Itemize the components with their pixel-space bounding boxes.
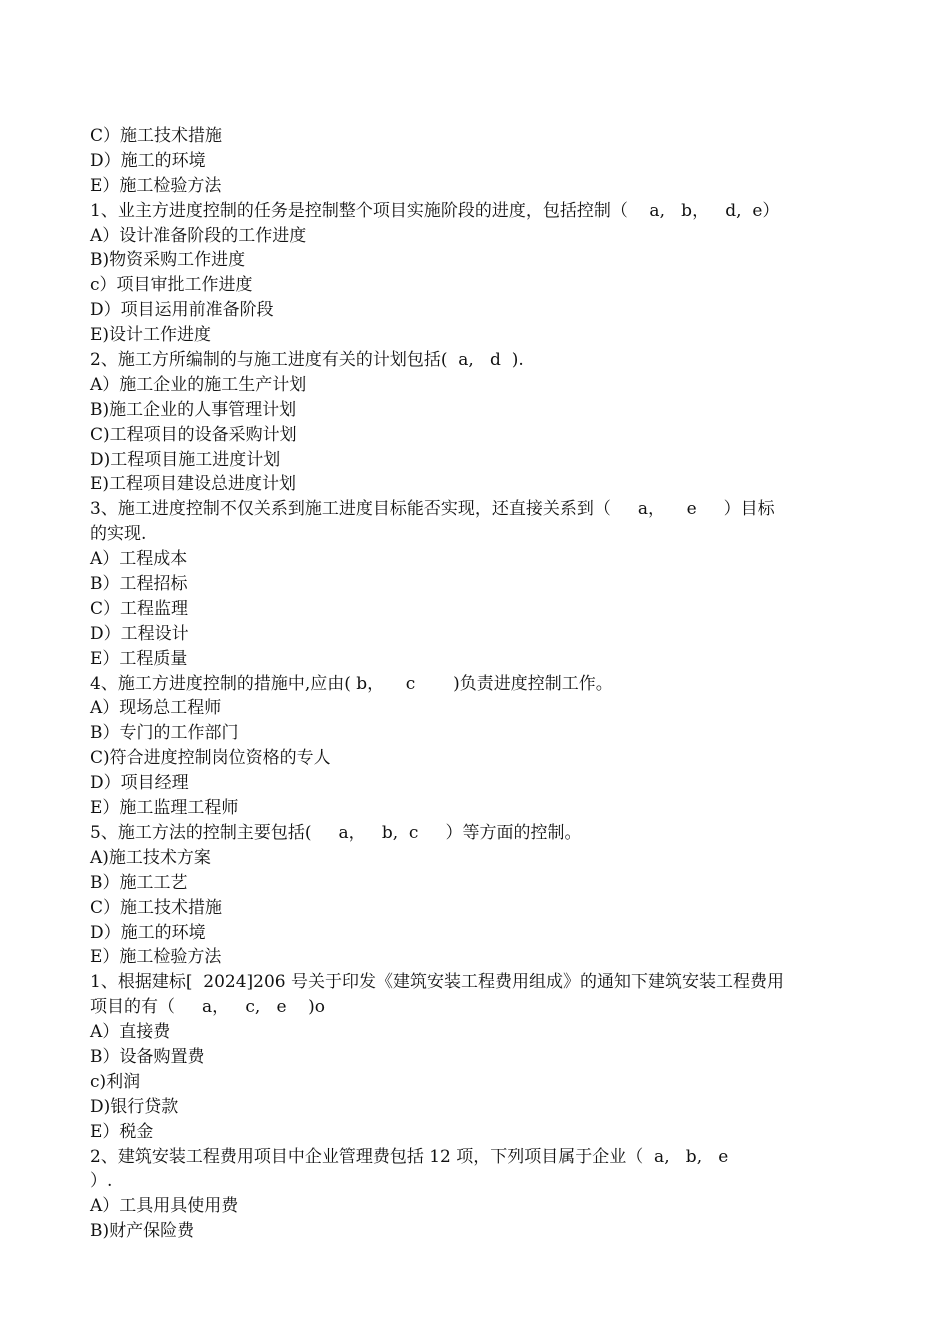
option-line: E）施工监理工程师 bbox=[90, 798, 239, 819]
option-line: B）施工工艺 bbox=[90, 872, 188, 893]
option-line: E）工程质量 bbox=[90, 648, 188, 669]
option-line: A）施工企业的施工生产计划 bbox=[90, 374, 307, 395]
option-line: B）工程招标 bbox=[90, 574, 188, 595]
option-line: C）工程监理 bbox=[90, 598, 189, 619]
option-line: D）工程设计 bbox=[90, 623, 189, 644]
option-line: B)物资采购工作进度 bbox=[90, 250, 246, 271]
option-line: B）专门的工作部门 bbox=[90, 723, 239, 744]
option-line: A）工具用具使用费 bbox=[90, 1196, 239, 1217]
option-line: B)财产保险费 bbox=[90, 1221, 195, 1242]
option-line: A）设计准备阶段的工作进度 bbox=[90, 225, 307, 246]
option-line: E)工程项目建设总进度计划 bbox=[90, 474, 297, 495]
question-line: 2、施工方所编制的与施工进度有关的计划包括( a, d ). bbox=[90, 350, 524, 371]
option-line: D)工程项目施工进度计划 bbox=[90, 449, 281, 470]
option-line: A）现场总工程师 bbox=[90, 698, 222, 719]
question-line: ）. bbox=[90, 1171, 113, 1192]
option-line: D）施工的环境 bbox=[90, 922, 206, 943]
option-line: B)施工企业的人事管理计划 bbox=[90, 399, 297, 420]
question-line: 1、根据建标[ 2024]206 号关于印发《建筑安装工程费用组成》的通知下建筑安装工程费用 bbox=[90, 972, 785, 993]
question-line: 1、业主方进度控制的任务是控制整个项目实施阶段的进度，包括控制（ a, b， d, e） bbox=[90, 200, 780, 221]
question-line: 4、施工方进度控制的措施中,应由( b， c )负责进度控制工作。 bbox=[90, 673, 613, 694]
option-line: A）工程成本 bbox=[90, 549, 188, 570]
option-line: E）税金 bbox=[90, 1121, 154, 1142]
option-line: D）项目经理 bbox=[90, 773, 189, 794]
question-line: 2、建筑安装工程费用项目中企业管理费包括 12 项，下列项目属于企业（ a, b, e bbox=[90, 1146, 729, 1167]
option-line: c)利润 bbox=[90, 1071, 141, 1092]
option-line: E）施工检验方法 bbox=[90, 947, 222, 968]
question-line: 的实现. bbox=[90, 524, 147, 545]
text-line: C）施工技术措施 bbox=[90, 126, 223, 146]
question-line: 5、施工方法的控制主要包括( a， b, c ）等方面的控制。 bbox=[90, 822, 582, 843]
question-line: 3、施工进度控制不仅关系到施工进度目标能否实现，还直接关系到（ a， e ）目标 bbox=[90, 499, 775, 520]
text-line: E）施工检验方法 bbox=[90, 175, 222, 196]
text-line: D）施工的环境 bbox=[90, 150, 206, 171]
document-page bbox=[90, 124, 890, 1244]
option-line: C)符合进度控制岗位资格的专人 bbox=[90, 748, 331, 769]
question-line: 项目的有（ a， c, e )o bbox=[90, 997, 326, 1018]
option-line: D)银行贷款 bbox=[90, 1096, 179, 1117]
option-line: B）设备购置费 bbox=[90, 1046, 205, 1067]
option-line: C）施工技术措施 bbox=[90, 897, 223, 918]
option-line: A)施工技术方案 bbox=[90, 847, 211, 868]
option-line: D）项目运用前准备阶段 bbox=[90, 300, 274, 321]
option-line: c）项目审批工作进度 bbox=[90, 275, 253, 296]
option-line: E)设计工作进度 bbox=[90, 325, 212, 346]
option-line: A）直接费 bbox=[90, 1022, 171, 1043]
option-line: C)工程项目的设备采购计划 bbox=[90, 424, 297, 445]
